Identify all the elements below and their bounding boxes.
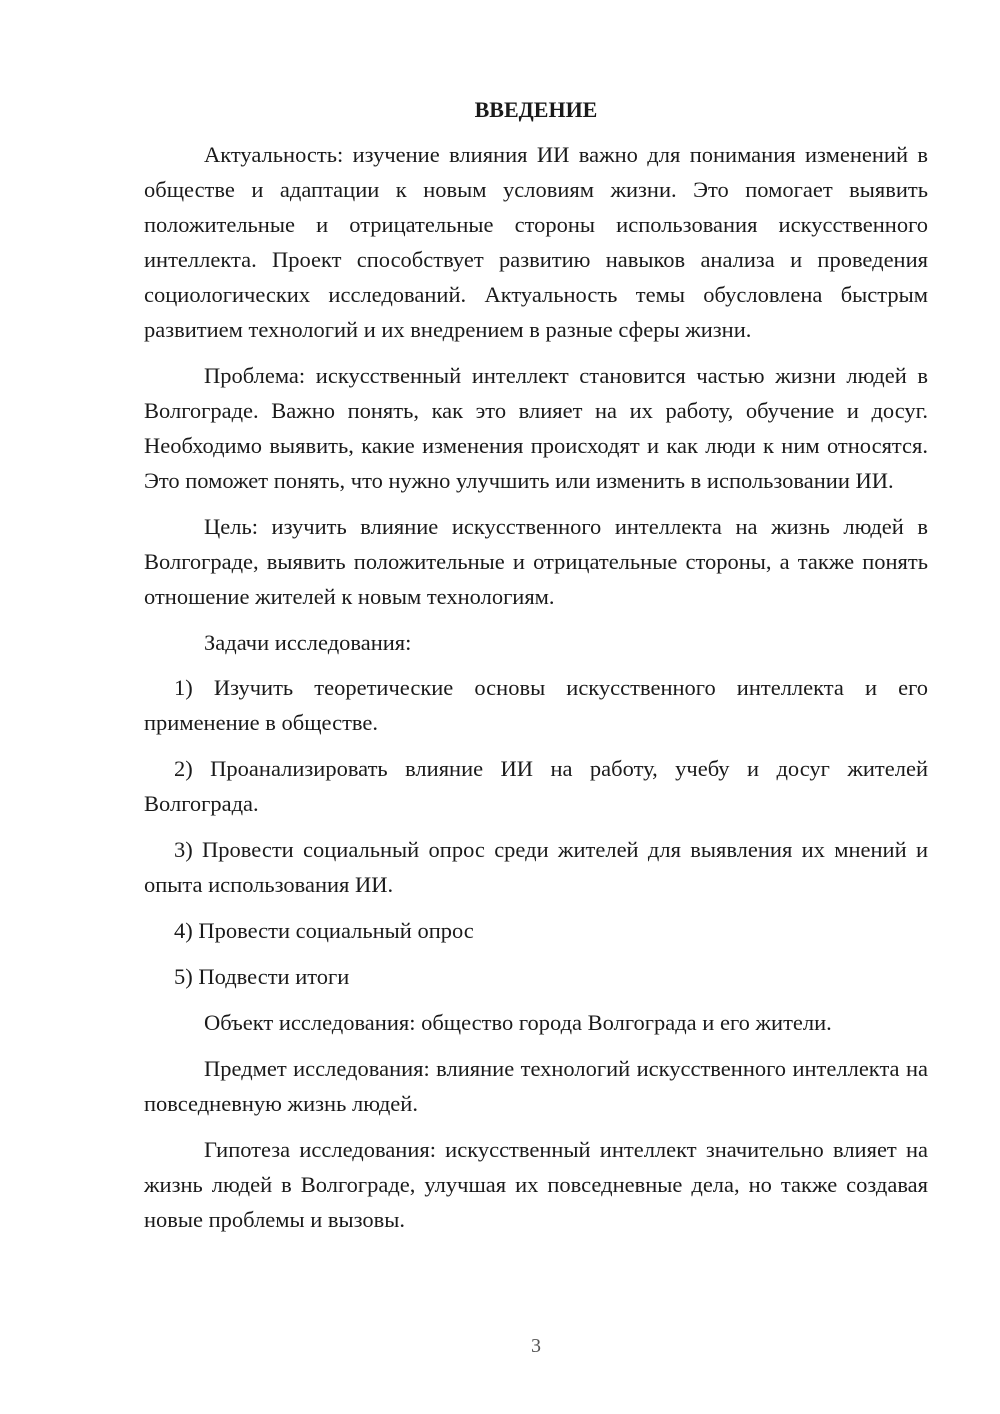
problem-paragraph: Проблема: искусственный интеллект становится частью жизни людей в Волгограде. Важно понять, как это влияет на их работу, обучение и досуг. Необходимо выявить, какие изменения происходят и как люди к ним относятся. Это поможет понять, что нужно улучшить или изменить в использовании ИИ. [144, 363, 928, 493]
hypothesis-paragraph: Гипотеза исследования: искусственный интеллект значительно влияет на жизнь людей в Волгограде, улучшая их повседневные дела, но также создавая новые проблемы и вызовы. [144, 1137, 928, 1232]
section-heading: ВВЕДЕНИЕ [474, 97, 598, 122]
document-page [144, 92, 928, 1248]
subject-paragraph: Предмет исследования: влияние технологий искусственного интеллекта на повседневную жизнь людей. [144, 1056, 928, 1116]
object-paragraph: Объект исследования: общество города Волгограда и его жители. [204, 1010, 832, 1035]
task-item-5: 5) Подвести итоги [174, 964, 350, 989]
task-item-3: 3) Провести социальный опрос среди жителей для выявления их мнений и опыта использования ИИ. [144, 837, 928, 897]
page-number: 3 [531, 1335, 541, 1357]
relevance-paragraph: Актуальность: изучение влияния ИИ важно для понимания изменений в обществе и адаптации к новым условиям жизни. Это помогает выявить положительные и отрицательные стороны использования искусственного интеллекта. Проект способствует развитию навыков анализа и проведения социологических исследований. Актуальность темы обусловлена быстрым развитием технологий и их внедрением в разные сферы жизни. [144, 142, 928, 342]
task-item-4: 4) Провести социальный опрос [174, 918, 474, 943]
goal-paragraph: Цель: изучить влияние искусственного интеллекта на жизнь людей в Волгограде, выявить положительные и отрицательные стороны, а также понять отношение жителей к новым технологиям. [144, 514, 928, 609]
task-item-1: 1) Изучить теоретические основы искусственного интеллекта и его применение в обществе. [144, 675, 928, 735]
tasks-label: Задачи исследования: [204, 630, 412, 655]
task-item-2: 2) Проанализировать влияние ИИ на работу, учебу и досуг жителей Волгограда. [144, 756, 928, 816]
